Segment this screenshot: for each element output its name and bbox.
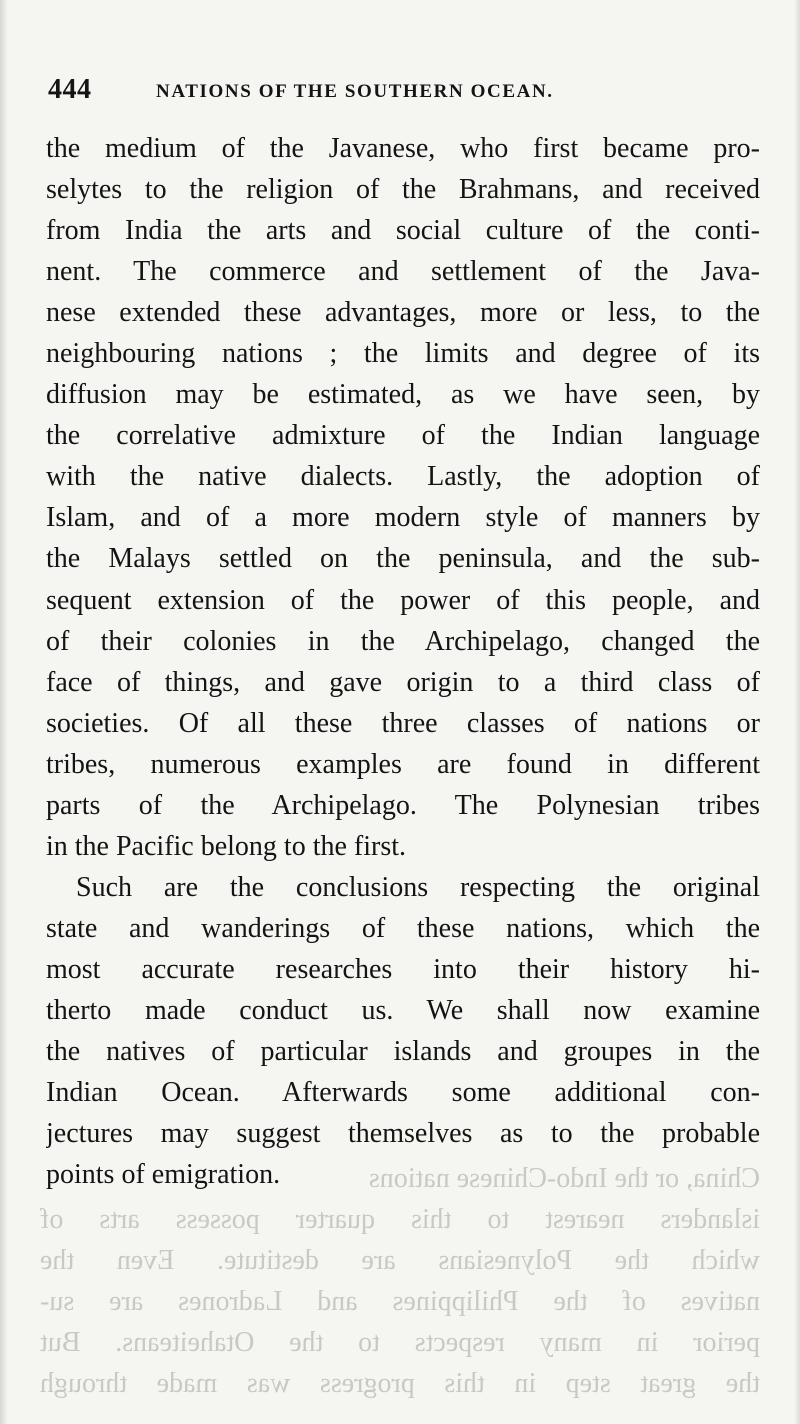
text-line: the Malays settled on the peninsula, and the sub-: [46, 543, 760, 575]
bleed-line: China, or the Indo-Chinese nations: [368, 1163, 760, 1194]
page-edge-left: [0, 0, 8, 1424]
page-number: 444: [48, 74, 92, 105]
text-line: with the native dialects. Lastly, the adoption of: [46, 461, 760, 493]
text-line: state and wanderings of these nations, which the: [46, 912, 760, 944]
text-line: societies. Of all these three classes of nations or: [46, 707, 760, 739]
text-line: sequent extension of the power of this people, and: [46, 584, 760, 616]
running-head: [48, 74, 760, 110]
text-line: neighbouring nations ; the limits and degree of its: [46, 338, 760, 370]
text-line: jectures may suggest themselves as to the probable: [46, 1118, 760, 1150]
text-line: tribes, numerous examples are found in different: [46, 748, 760, 780]
text-line: nent. The commerce and settlement of the Java-: [46, 256, 760, 288]
text-line: the natives of particular islands and groupes in the: [46, 1036, 760, 1068]
page-edge-right: [794, 0, 800, 1424]
bleed-line: islanders nearest to this quarter possess arts of: [40, 1204, 760, 1236]
text-line: therto made conduct us. We shall now examine: [46, 994, 760, 1026]
bleed-line: perior in many respects to the Otaheiteans. But: [40, 1327, 760, 1359]
text-line: from India the arts and social culture of the conti-: [46, 215, 760, 247]
text-line: face of things, and gave origin to a third class of: [46, 666, 760, 698]
text-line: the correlative admixture of the Indian language: [46, 420, 760, 452]
paragraph-start-line: Such are the conclusions respecting the original: [76, 871, 760, 903]
text-line: Indian Ocean. Afterwards some additional con-: [46, 1077, 760, 1109]
bleed-line: which the Polynesians are destitute. Even the: [40, 1245, 760, 1277]
bleed-line: natives of the Philippines and Ladrones are su-: [40, 1286, 760, 1318]
paragraph-end-line: in the Pacific belong to the first.: [46, 830, 407, 862]
text-line: nese extended these advantages, more or less, to the: [46, 297, 760, 329]
text-line: selytes to the religion of the Brahmans, and received: [46, 174, 760, 206]
body-text: [46, 128, 760, 1195]
text-line: most accurate researches into their history hi-: [46, 953, 760, 985]
text-line: the medium of the Javanese, who first became pro-: [46, 133, 760, 164]
text-line: diffusion may be estimated, as we have seen, by: [46, 379, 760, 411]
text-line: parts of the Archipelago. The Polynesian tribes: [46, 789, 760, 821]
running-title: NATIONS OF THE SOUTHERN OCEAN.: [156, 81, 554, 102]
paragraph-end-line: points of emigration.: [46, 1159, 281, 1191]
text-line: of their colonies in the Archipelago, changed the: [46, 625, 760, 657]
bleed-line: the great step in this progress was made through: [40, 1368, 760, 1400]
text-line: Islam, and of a more modern style of manners by: [46, 502, 760, 534]
